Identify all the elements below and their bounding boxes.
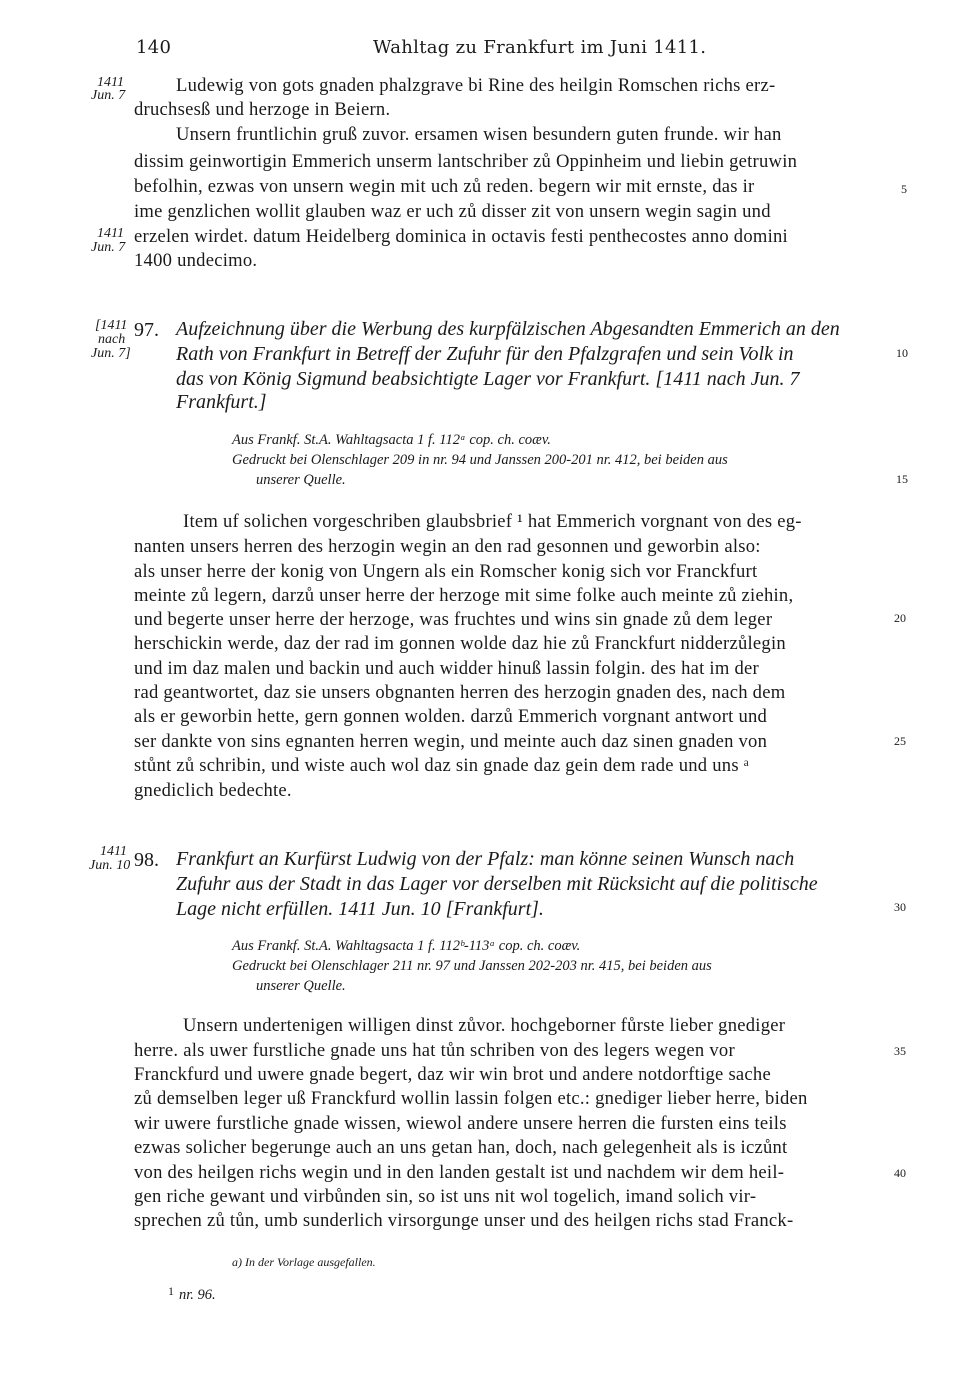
- source-line: unserer Quelle.: [256, 978, 346, 994]
- text-line: als er geworbin hette, gern gonnen wolden. darzů Emmerich vorgnant antwort und: [134, 706, 768, 727]
- line-number: 20: [894, 611, 906, 625]
- text-line: zů demselben leger uß Franckfurd wollin lassin folgen etc.: gnediger lieber herre, biden: [134, 1088, 808, 1109]
- text-line: wir uwere furstliche gnade wissen, wiewol andere unsere herren die fursten eins teils: [134, 1113, 787, 1134]
- text-line: herre. als uwer furstliche gnade uns hat tůn schriben von des legers wegen vor: [134, 1040, 735, 1061]
- footnote-a: a) In der Vorlage ausgefallen.: [232, 1255, 376, 1269]
- line-number: 10: [896, 346, 908, 360]
- line-number: 25: [894, 734, 906, 748]
- text-line: befolhin, ezwas von unsern wegin mit uch zů reden. begern wir mit ernste, das ir: [134, 176, 755, 197]
- source-line: Gedruckt bei Olenschlager 209 in nr. 94 und Janssen 200-201 nr. 412, bei beiden aus: [232, 452, 728, 468]
- text-line: Unsern undertenigen willigen dinst zůvor. hochgeborner fůrste lieber gnediger: [183, 1015, 786, 1036]
- text-line: gnediclich bedechte.: [134, 780, 292, 801]
- margin-date-day: Jun. 7: [91, 88, 126, 103]
- margin-date-year: [1411: [95, 318, 128, 333]
- text-line: als unser herre der konig von Ungern als ein Romscher konig sich vor Franckfurt: [134, 561, 758, 582]
- text-line: Franckfurd und uwere gnade begert, daz wir win brot und andere notdorftige sache: [134, 1064, 771, 1085]
- text-line: Ludewig von gots gnaden phalzgrave bi Rine des heilgin Romschen richs erz-: [176, 75, 776, 96]
- document-title-line: Aufzeichnung über die Werbung des kurpfälzischen Abgesandten Emmerich an den: [176, 318, 840, 340]
- document-title-line: Frankfurt an Kurfürst Ludwig von der Pfalz: man könne seinen Wunsch nach: [176, 848, 795, 870]
- text-line: ezwas solicher begerunge auch an uns getan han, doch, nach gelegenheit als is iczůnt: [134, 1137, 788, 1158]
- margin-date-year: 1411: [100, 844, 127, 859]
- text-line: rad geantwortet, daz sie unsers obgnanten herren des herzogin gnaden des, nach dem: [134, 682, 786, 703]
- text-line: 1400 undecimo.: [134, 250, 258, 271]
- text-line: meinte zů legern, darzů unser herre der herzoge mit sime folke auch meinte zů ziehin,: [134, 585, 794, 606]
- line-number: 40: [894, 1166, 906, 1180]
- document-title-line: Zufuhr aus der Stadt in das Lager vor derselben mit Rücksicht auf die politische: [176, 873, 818, 895]
- source-line: Aus Frankf. St.A. Wahltagsacta 1 f. 112ᵃ cop. ch. coæv.: [232, 432, 551, 448]
- document-number: 98.: [134, 849, 159, 871]
- footnote-1-mark: 1: [168, 1284, 174, 1298]
- text-line: nanten unsers herren des herzogin wegin an den rad gesonnen und geworbin also:: [134, 536, 761, 557]
- margin-date-year: 1411: [97, 75, 124, 90]
- document-number: 97.: [134, 319, 159, 341]
- text-line: erzelen wirdet. datum Heidelberg dominica in octavis festi penthecostes anno domini: [134, 226, 788, 247]
- margin-date-day: Jun. 7: [91, 240, 126, 255]
- line-number: 35: [894, 1044, 906, 1058]
- text-line: von des heilgen richs wegin und in den landen gestalt ist und nachdem wir dem heil-: [134, 1162, 785, 1183]
- text-line: Unsern fruntlichin gruß zuvor. ersamen wisen besundern guten frunde. wir han: [176, 124, 782, 145]
- margin-date-year: 1411: [97, 226, 124, 241]
- text-line: und begerte unser herre der herzoge, was fruchtes und wins sin gnade zů dem leger: [134, 609, 773, 630]
- text-line: sprechen zů tůn, umb sunderlich virsorgunge unser und des heilgen richs stad Franck-: [134, 1210, 794, 1231]
- text-line: stůnt zů schribin, und wiste auch wol daz sin gnade daz gein dem rade und uns ᵃ: [134, 755, 750, 776]
- document-title-line: das von König Sigmund beabsichtigte Lager vor Frankfurt. [1411 nach Jun. 7: [176, 368, 800, 390]
- footnote-1-text: nr. 96.: [179, 1287, 216, 1303]
- text-line: druchsesß und herzoge in Beiern.: [134, 99, 391, 120]
- page-number: 140: [136, 37, 172, 58]
- line-number: 5: [901, 182, 907, 196]
- document-title-line: Rath von Frankfurt in Betreff der Zufuhr für den Pfalzgrafen und sein Volk in: [176, 343, 794, 365]
- line-number: 15: [896, 472, 908, 486]
- document-title-line: Lage nicht erfüllen. 1411 Jun. 10 [Frankfurt].: [176, 898, 544, 920]
- margin-date-day: Jun. 7]: [91, 346, 131, 361]
- source-line: Gedruckt bei Olenschlager 211 nr. 97 und Janssen 202-203 nr. 415, bei beiden aus: [232, 958, 712, 974]
- text-line: Item uf solichen vorgeschriben glaubsbrief ¹ hat Emmerich vorgnant von des eg-: [183, 511, 802, 532]
- margin-date-day: Jun. 10: [89, 858, 131, 873]
- document-title-line: Frankfurt.]: [176, 391, 267, 413]
- line-number: 30: [894, 900, 906, 914]
- text-line: dissim geinwortigin Emmerich unserm lantschriber zů Oppinheim und liebin getruwin: [134, 151, 798, 172]
- margin-date-nach: nach: [98, 332, 126, 347]
- text-line: gen riche gewant und virbůnden sin, so ist uns nit wol togelich, imand solich vir-: [134, 1186, 757, 1207]
- text-line: ime genzlichen wollit glauben waz er uch zů disser zit von unsern wegin sagin und: [134, 201, 771, 222]
- running-title: Wahltag zu Frankfurt im Juni 1411.: [373, 37, 707, 58]
- text-line: und im daz malen und backin und auch widder hinuß lassin folgin. des hat im der: [134, 658, 759, 679]
- text-line: herschickin werde, daz der rad im gonnen wolde daz hie zů Franckfurt nidderzůlegin: [134, 633, 786, 654]
- source-line: Aus Frankf. St.A. Wahltagsacta 1 f. 112ᵇ-113ᵃ cop. ch. coæv.: [232, 938, 581, 954]
- text-line: ser dankte von sins egnanten herren wegin, und meinte auch daz sinen gnaden von: [134, 731, 768, 752]
- source-line: unserer Quelle.: [256, 472, 346, 488]
